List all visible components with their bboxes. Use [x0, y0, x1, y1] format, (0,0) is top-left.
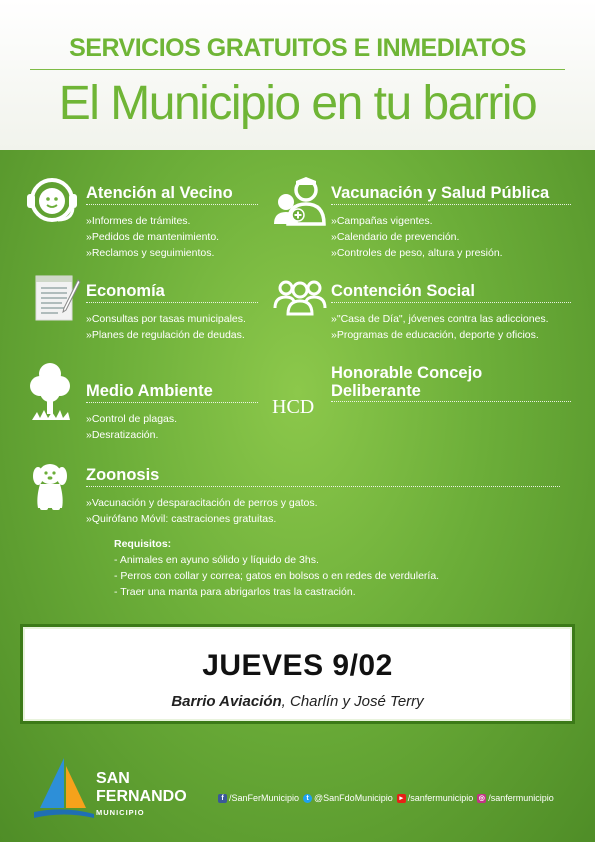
list-item: »Controles de peso, altura y presión.	[331, 247, 503, 259]
instagram-icon: ◎	[478, 794, 485, 802]
section-vacunacion	[331, 184, 571, 261]
logo-text	[96, 770, 187, 820]
section-title: Vacunación y Salud Pública	[331, 184, 550, 202]
requirements	[114, 538, 439, 600]
youtube-icon: ▸	[397, 794, 406, 803]
list-item: »Vacunación y desparacitación de perros y gatos.	[86, 497, 318, 509]
section-zoonosis	[86, 466, 560, 527]
list-item: »Campañas vigentes.	[331, 215, 433, 227]
section-title-line2: Deliberante	[331, 382, 421, 400]
list-item: »Consultas por tasas municipales.	[86, 313, 246, 325]
twitter-handle: @SanFdoMunicipio	[314, 793, 393, 803]
sail-logo-icon	[34, 756, 94, 820]
logo-line3: MUNICIPIO	[96, 808, 145, 817]
logo-line1: SAN	[96, 770, 130, 787]
requirement-item: - Perros con collar y correa; gatos en bolsos o en redes de verdulería.	[114, 570, 440, 582]
event-place	[23, 693, 572, 710]
event-date: JUEVES 9/02	[202, 649, 393, 682]
social-facebook[interactable]	[218, 793, 299, 803]
dotted-divider	[331, 302, 571, 303]
list-item: »Programas de educación, deporte y oficios.	[331, 329, 539, 341]
health-nurse-icon	[272, 174, 328, 226]
social-instagram[interactable]	[477, 793, 554, 803]
youtube-handle: /sanfermunicipio	[407, 793, 474, 803]
list-item: »"Casa de Día", jóvenes contra las adicciones.	[331, 313, 549, 325]
event-place-bold: Barrio Aviación	[171, 693, 282, 710]
twitter-icon: t	[303, 794, 312, 803]
facebook-icon: f	[218, 794, 227, 803]
list-item: »Quirófano Móvil: castraciones gratuitas.	[86, 513, 277, 525]
section-title: Atención al Vecino	[86, 184, 233, 202]
list-item: »Planes de regulación de deudas.	[86, 329, 245, 341]
dotted-divider	[331, 204, 571, 205]
instagram-handle: /sanfermunicipio	[488, 793, 554, 803]
dotted-divider	[86, 402, 258, 403]
facebook-handle: /SanFerMunicipio	[229, 793, 300, 803]
section-economia	[86, 282, 258, 343]
list-item: »Calendario de prevención.	[331, 231, 460, 243]
dotted-divider	[86, 204, 258, 205]
section-title-line1: Honorable Concejo	[331, 364, 483, 382]
social-twitter[interactable]	[303, 793, 393, 803]
hcd-mark: HCD	[272, 396, 315, 418]
section-title: Contención Social	[331, 282, 475, 300]
header	[0, 0, 595, 150]
social-links	[218, 793, 554, 803]
dotted-divider	[86, 302, 258, 303]
san-fernando-logo	[34, 756, 187, 825]
group-people-icon	[272, 276, 328, 316]
section-contencion	[331, 282, 571, 343]
requirement-item: - Animales en ayuno sólido y líquido de 3hs.	[114, 554, 319, 566]
section-title: Zoonosis	[86, 466, 160, 484]
dotted-divider	[331, 401, 571, 402]
section-title: Medio Ambiente	[86, 382, 213, 400]
section-medio-ambiente	[86, 382, 258, 443]
header-title: El Municipio en tu barrio	[58, 77, 537, 130]
dotted-divider	[86, 486, 560, 487]
list-item: »Control de plagas.	[86, 413, 178, 425]
section-title: Economía	[86, 282, 165, 300]
event-box	[20, 624, 575, 724]
dog-icon	[30, 462, 70, 512]
tree-icon	[28, 360, 72, 424]
list-item: »Reclamos y seguimientos.	[86, 247, 215, 259]
document-pen-icon	[34, 272, 84, 322]
requirements-heading: Requisitos:	[114, 538, 172, 550]
header-divider	[30, 69, 565, 70]
list-item: »Desratización.	[86, 429, 159, 441]
list-item: »Pedidos de mantenimiento.	[86, 231, 220, 243]
social-youtube[interactable]	[397, 793, 474, 803]
headset-agent-icon	[24, 176, 80, 226]
event-place-rest: , Charlín y José Terry	[281, 693, 424, 710]
section-atencion	[86, 184, 258, 261]
section-hcd	[331, 364, 571, 402]
requirement-item: - Traer una manta para abrigarlos tras la castración.	[114, 586, 356, 598]
list-item: »Informes de trámites.	[86, 215, 191, 227]
header-supertitle: SERVICIOS GRATUITOS E INMEDIATOS	[69, 34, 526, 62]
logo-line2: FERNANDO	[96, 788, 187, 805]
